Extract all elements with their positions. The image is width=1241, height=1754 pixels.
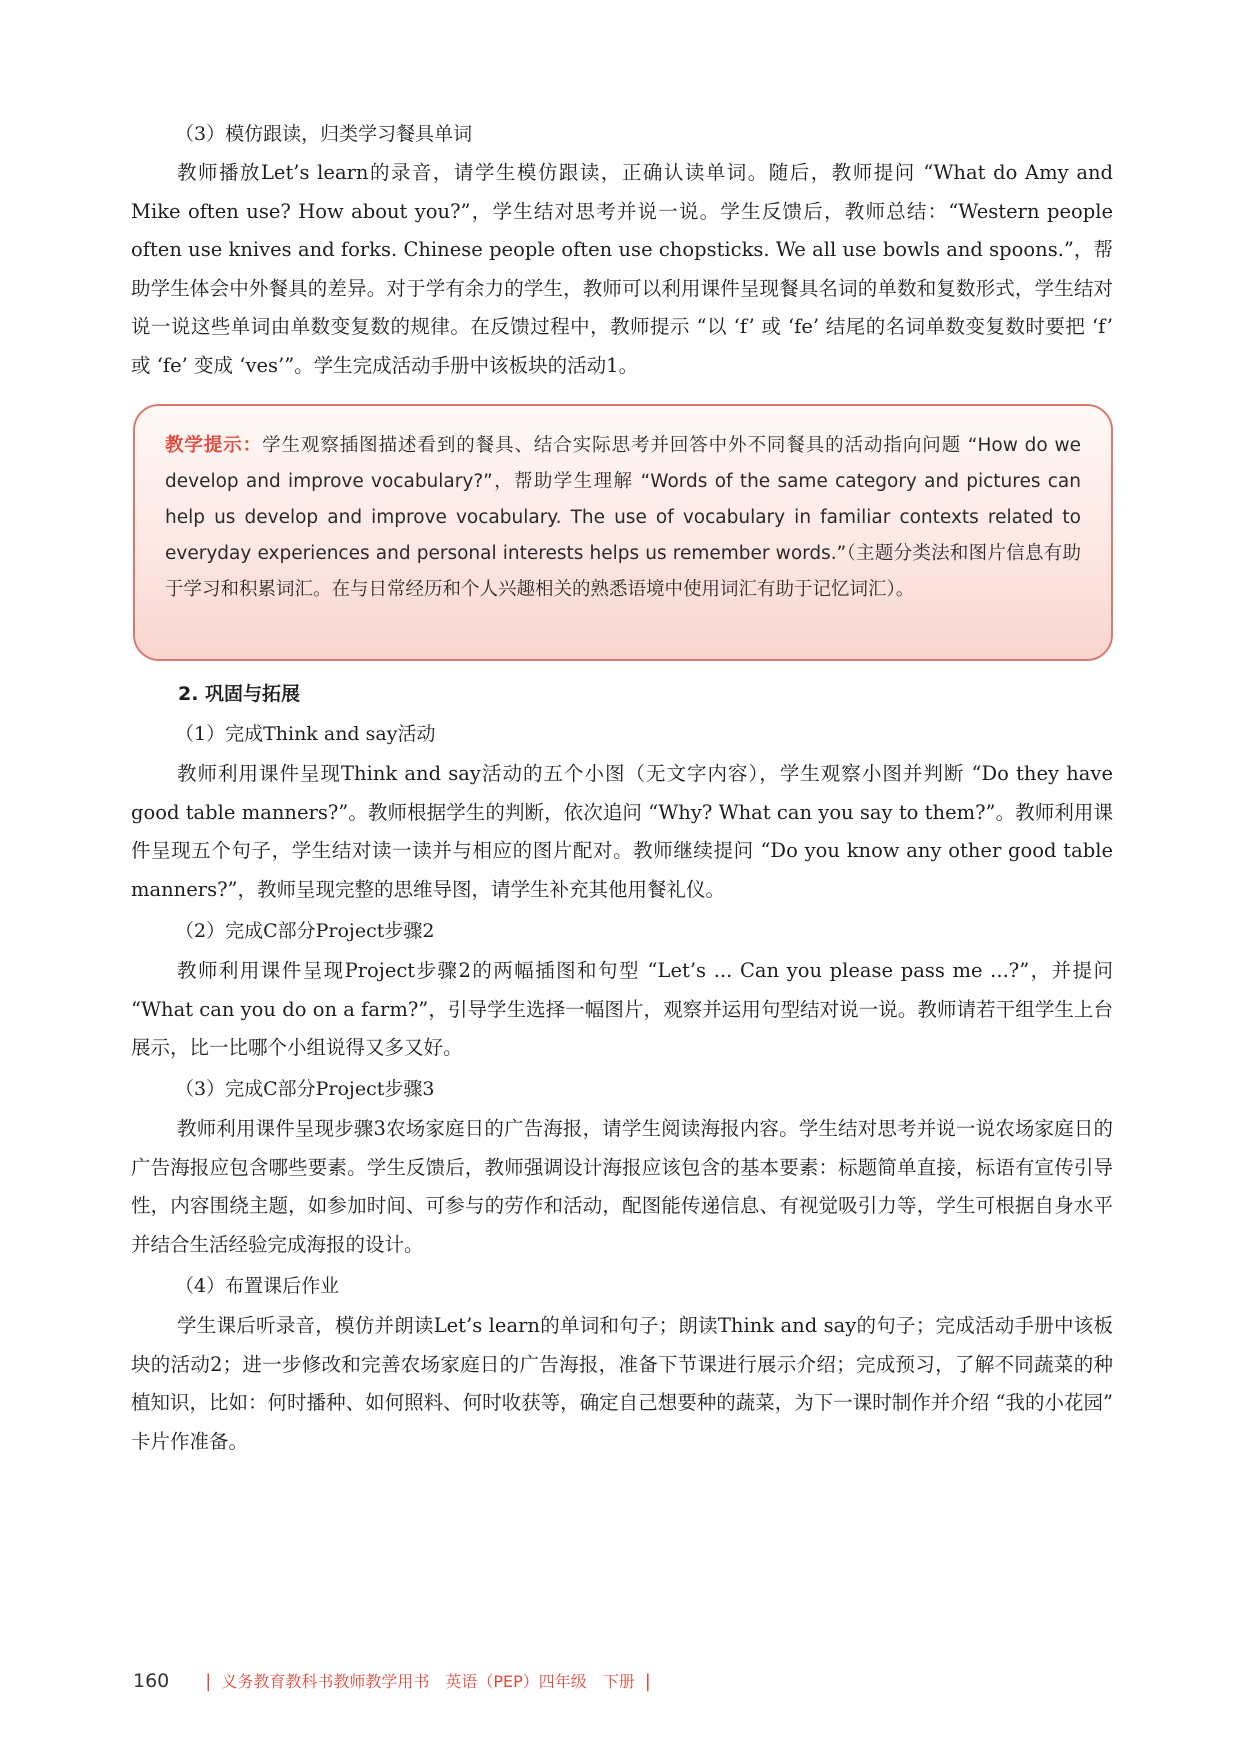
paragraph-project-step2: 教师利用课件呈现Project步骤2的两幅插图和句型 “Let’s ... Can you please pass me ...?”，并提问 “What can you do on a farm?”，引导学生选择一幅图片，观察并运用句型结对说一说。教师请若干组学生上台展示，比一比哪个小组说得又多又好。 (131, 959, 1113, 1059)
page-footer (133, 1668, 661, 1695)
teaching-tip-box (133, 404, 1113, 661)
teaching-tip-label: 教学提示： (165, 435, 263, 456)
subheading-think-and-say: （1）完成Think and say活动 (175, 723, 436, 745)
subheading-mimic-reading: （3）模仿跟读，归类学习餐具单词 (175, 123, 473, 145)
paragraph-homework: 学生课后听录音，模仿并朗读Let’s learn的单词和句子；朗读Think and say的句子；完成活动手册中该板块的活动2；进一步修改和完善农场家庭日的广告海报，准备下节课进行展示介绍；完成预习，了解不同蔬菜的种植知识，比如：何时播种、如何照料、何时收获等，确定自己想要种的蔬菜，为下一课时制作并介绍 “我的小花园” 卡片作准备。 (131, 1314, 1113, 1453)
paragraph-lets-learn: 教师播放Let’s learn的录音，请学生模仿跟读，正确认读单词。随后，教师提问 “What do Amy and Mike often use? How about you?”，学生结对思考并说一说。学生反馈后，教师总结：“Western people often use knives and forks. Chinese people often use chopsticks. We all use bowls and spoons.”，帮助学生体会中外餐具的差异。对于学有余力的学生，教师可以利用课件呈现餐具名词的单数和复数形式，学生结对说一说这些单词由单数变复数的规律。在反馈过程中，教师提示 “以 ‘f’ 或 ‘fe’ 结尾的名词单数变复数时要把 ‘f’ 或 ‘fe’ 变成 ‘ves’”。学生完成活动手册中该板块的活动1。 (131, 161, 1113, 377)
footer-divider-left: | (205, 1671, 212, 1692)
subheading-project-step2: （2）完成C部分Project步骤2 (175, 920, 435, 942)
teaching-tip-text: 学生观察插图描述看到的餐具、结合实际思考并回答中外不同餐具的活动指向问题 “How do we develop and improve vocabulary?”，帮助学生理解 “Words of the same category and pictures can help us develop and improve vocabulary. The use of vocabulary in familiar contexts related to everyday experiences and personal interests helps us remember words.”（主题分类法和图片信息有助于学习和积累词汇。在与日常经历和个人兴趣相关的熟悉语境中使用词汇有助于记忆词汇）。 (165, 435, 1081, 600)
page-number: 160 (133, 1670, 170, 1692)
subheading-homework: （4）布置课后作业 (175, 1275, 340, 1297)
section-heading-consolidate: 2. 巩固与拓展 (178, 683, 301, 705)
footer-divider-right: | (644, 1671, 651, 1692)
paragraph-think-and-say: 教师利用课件呈现Think and say活动的五个小图（无文字内容），学生观察小图并判断 “Do they have good table manners?”。教师根据学生的判断，依次追问 “Why? What can you say to them?”。教师利用课件呈现五个句子，学生结对读一读并与相应的图片配对。教师继续提问 “Do you know any other good table manners?”，教师呈现完整的思维导图，请学生补充其他用餐礼仪。 (131, 762, 1113, 901)
paragraph-project-step3: 教师利用课件呈现步骤3农场家庭日的广告海报，请学生阅读海报内容。学生结对思考并说一说农场家庭日的广告海报应包含哪些要素。学生反馈后，教师强调设计海报应该包含的基本要素：标题简单直接，标语有宣传引导性，内容围绕主题，如参加时间、可参与的劳作和活动，配图能传递信息、有视觉吸引力等，学生可根据自身水平并结合生活经验完成海报的设计。 (131, 1117, 1113, 1256)
footer-book-title: 义务教育教科书教师教学用书 英语（PEP）四年级 下册 (221, 1672, 635, 1691)
subheading-project-step3: （3）完成C部分Project步骤3 (175, 1078, 435, 1100)
